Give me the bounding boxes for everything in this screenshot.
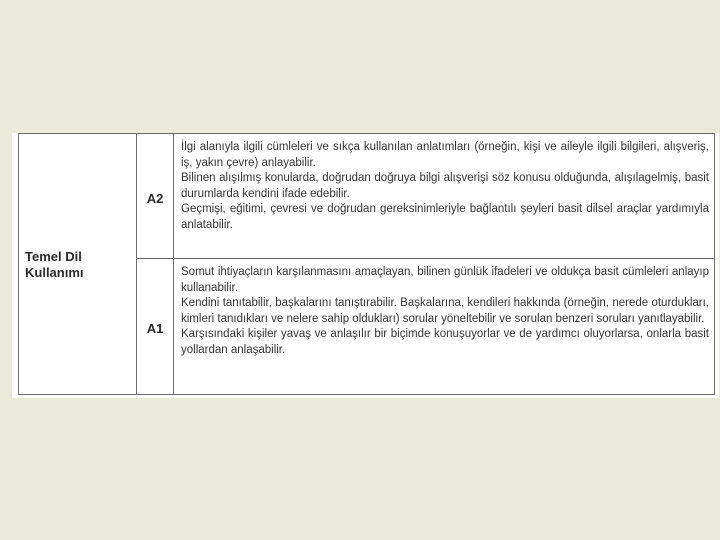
description-paragraph: Bilinen alışılmış konularda, doğrudan doğruya bilgi alışverişi söz konusu olduğunda, alışılagelmiş, basit durumlarda kendini ifade edebilir. [181,172,709,200]
level-description-a2 [181,140,709,234]
description-paragraph: Kendini tanıtabilir, başkalarını tanıştırabilir. Başkalarına, kendileri hakkında (örneğin, nerede oturdukları, kimleri tanıdıkları ve nelere sahip oldukları) sorular yöneltebilir ve sorulan benzeri soruları yanıtlayabilir. [181,297,709,325]
description-paragraph: İlgi alanıyla ilgili cümleleri ve sıkça kullanılan anlatımları (örneğin, kişi ve aileyle ilgili bilgileri, alışveriş, iş, yakın çevre) anlayabilir. [181,141,709,169]
language-level-table [12,133,719,398]
level-label-a2: A2 [146,191,164,206]
row-divider [136,258,714,259]
description-paragraph: Geçmişi, eğitimi, çevresi ve doğrudan gereksinimleriyle bağlantılı şeyleri basit dilsel araçlar yardımıyla anlatabilir. [181,203,709,231]
level-label-a1: A1 [146,321,164,336]
description-paragraph: Karşısındaki kişiler yavaş ve anlaşılır bir biçimde konuşuyorlar ve de yardımcı oluyorlarsa, onlarla basit yollardan anlaşabilir. [181,328,709,356]
category-label-line: Kullanımı [25,265,84,280]
level-description-a1 [181,265,709,359]
category-label [25,249,125,281]
column-divider [136,134,137,394]
category-label-line: Temel Dil [25,249,82,264]
table-grid [18,133,715,395]
description-paragraph: Somut ihtiyaçların karşılanmasını amaçlayan, bilinen günlük ifadeleri ve oldukça basit cümleleri anlayıp kullanabilir. [181,266,709,294]
column-divider [173,134,174,394]
